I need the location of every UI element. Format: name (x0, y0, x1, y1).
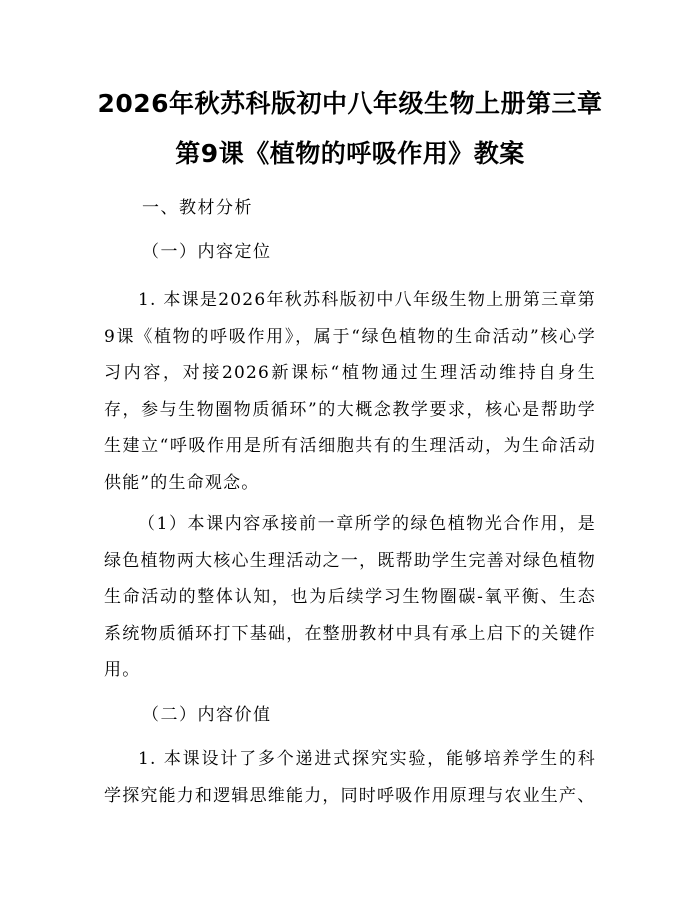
section-heading-textbook-analysis: 一、教材分析 (142, 198, 253, 218)
document-title-line-1: 2026年秋苏科版初中八年级生物上册第三章 (97, 89, 603, 118)
paragraph-content-positioning-2: （1）本课内容承接前一章所学的绿色植物光合作用，是绿色植物两大核心生理活动之一，既帮助学生完善对绿色植物生命活动的整体认知，也为后续学习生物圈碳-氧平衡、生态系统物质循环打下基础，在整册教材中具有承上启下的关键作用。 (104, 514, 596, 680)
paragraph-content-value-1: 1. 本课设计了多个递进式探究实验，能够培养学生的科学探究能力和逻辑思维能力，同时呼吸作用原理与农业生产、 (104, 749, 596, 806)
subsection-heading-content-value: （二）内容价值 (142, 705, 272, 725)
subsection-heading-content-positioning: （一）内容定位 (142, 242, 272, 262)
paragraph-content-positioning-1: 1. 本课是2026年秋苏科版初中八年级生物上册第三章第9课《植物的呼吸作用》，属于“绿色植物的生命活动”核心学习内容，对接2026新课标“植物通过生理活动维持自身生存，参与生物圈物质循环”的大概念教学要求，核心是帮助学生建立“呼吸作用是所有活细胞共有的生理活动，为生命活动供能”的生命观念。 (104, 290, 596, 493)
document-title-line-2: 第9课《植物的呼吸作用》教案 (175, 139, 525, 168)
